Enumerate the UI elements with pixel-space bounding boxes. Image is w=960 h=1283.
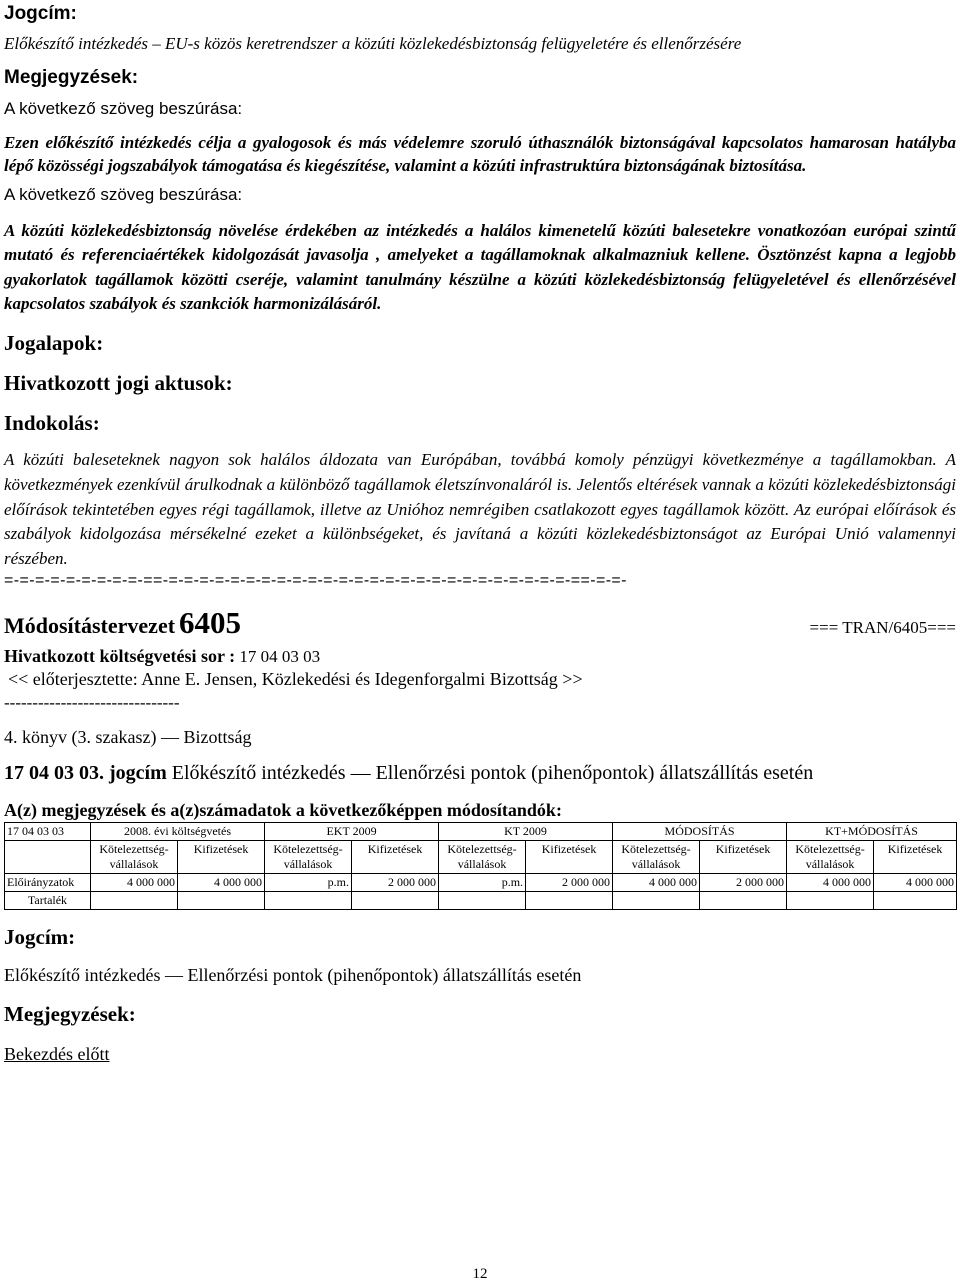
table-cell xyxy=(91,892,178,910)
document-page xyxy=(4,0,956,1066)
table-cell: 2 000 000 xyxy=(352,874,439,892)
budget-line xyxy=(4,645,956,668)
amendment-title: Módosítástervezet 6405 xyxy=(4,605,242,641)
table-subheader-row xyxy=(5,841,957,874)
justification-text: A közúti baleseteknek nagyon sok halálos áldozata van Európában, továbbá komoly pénzügyi következménye a tagállamokban. A következmények ezenkívül árulkodnak a különböző tagállamok életszínvonaláról is. Jelentős eltérések vannak a közúti közlekedésbiztonsági előírások tekintetében egyes régi tagállamok, illetve az Unióhoz nemrégiben csatlakozott egyes tagállamok között. Az európai előírások és szabályok kidolgozása mérsékelné ezeket a különbségeket, és javítaná a közúti közlekedésbiztonságot az Európai Unió valamennyi részében. xyxy=(4,450,956,568)
before-paragraph-label: Bekezdés előtt xyxy=(4,1044,110,1065)
page-number: 12 xyxy=(472,1266,488,1282)
insert-label: A következő szöveg beszúrása: xyxy=(4,98,243,118)
justification-heading: Indokolás: xyxy=(4,411,100,436)
table-group-header: 2008. évi költségvetés xyxy=(91,823,265,841)
table-subheader: Kötelezettség-vállalások xyxy=(787,841,874,874)
table-cell xyxy=(265,892,352,910)
item-text: Előkészítő intézkedés — Ellenőrzési pontok (pihenőpontok) állatszállítás esetén xyxy=(171,762,814,785)
table-cell: p.m. xyxy=(265,874,352,892)
table-group-header: KT+MÓDOSÍTÁS xyxy=(787,823,957,841)
table-cell: 4 000 000 xyxy=(613,874,700,892)
separator-line: =-=-=-=-=-=-=-=-=-==-=-=-=-=-=-=-=-=-=-=-=-=-=-=-=-=-=-=-=-=-=-=-=-=-=-=-==-=-=- xyxy=(4,572,627,590)
table-subheader: Kifizetések xyxy=(352,841,439,874)
jogcim-text-2: Előkészítő intézkedés — Ellenőrzési pontok (pihenőpontok) állatszállítás esetén xyxy=(4,965,582,986)
modify-heading: A(z) megjegyzések és a(z)számadatok a következőképpen módosítandók: xyxy=(4,800,562,821)
budget-table xyxy=(4,822,957,910)
budget-line-value: 17 04 03 03 xyxy=(239,647,321,667)
table-subheader: Kötelezettség-vállalások xyxy=(91,841,178,874)
insert-label: A következő szöveg beszúrása: xyxy=(4,184,243,204)
jogcim-heading: Jogcím: xyxy=(4,3,77,24)
notes-heading: Megjegyzések: xyxy=(4,66,139,88)
table-cell: 2 000 000 xyxy=(700,874,787,892)
table-cell: 4 000 000 xyxy=(787,874,874,892)
table-subheader: Kötelezettség-vállalások xyxy=(613,841,700,874)
table-subheader: Kötelezettség-vállalások xyxy=(265,841,352,874)
table-subheader: Kifizetések xyxy=(178,841,265,874)
item-code: 17 04 03 03. xyxy=(4,762,104,785)
table-subheader: Kifizetések xyxy=(526,841,613,874)
amendment-header xyxy=(4,605,956,641)
item-word: jogcím xyxy=(109,762,167,785)
table-cell: 4 000 000 xyxy=(874,874,957,892)
table-row-label: Tartalék xyxy=(5,892,91,910)
item-title xyxy=(4,759,956,787)
table-row xyxy=(5,874,957,892)
table-subheader: Kötelezettség-vállalások xyxy=(439,841,526,874)
table-cell xyxy=(526,892,613,910)
table-cell xyxy=(439,892,526,910)
amendment-reference: === TRAN/6405=== xyxy=(809,618,956,638)
table-row xyxy=(5,892,957,910)
jogcim-heading-2: Jogcím: xyxy=(4,925,76,950)
table-cell xyxy=(613,892,700,910)
table-cell: 17 04 03 03 xyxy=(5,823,91,841)
table-cell xyxy=(5,841,91,874)
table-subheader: Kifizetések xyxy=(874,841,957,874)
table-cell xyxy=(700,892,787,910)
table-subheader: Kifizetések xyxy=(700,841,787,874)
table-cell xyxy=(874,892,957,910)
table-group-header: MÓDOSÍTÁS xyxy=(613,823,787,841)
table-cell xyxy=(352,892,439,910)
table-header-row xyxy=(5,823,957,841)
table-cell: p.m. xyxy=(439,874,526,892)
inserted-text: Ezen előkészítő intézkedés célja a gyalogosok és más védelemre szoruló úthasználók biztonságával kapcsolatos hamarosan hatályba lépő közösségi jogszabályok támogatása és kiegészítése, valamint a közúti infrastruktúra biztonságának biztosítása. xyxy=(4,132,956,176)
referenced-acts-heading: Hivatkozott jogi aktusok: xyxy=(4,371,233,396)
table-cell: 2 000 000 xyxy=(526,874,613,892)
table-group-header: EKT 2009 xyxy=(265,823,439,841)
table-cell: 4 000 000 xyxy=(178,874,265,892)
notes-heading-2: Megjegyzések: xyxy=(4,1002,136,1027)
table-cell xyxy=(787,892,874,910)
table-row-label: Előirányzatok xyxy=(5,874,91,892)
dash-line: ------------------------------- xyxy=(4,693,180,713)
jogcim-text: Előkészítő intézkedés – EU-s közös keretrendszer a közúti közlekedésbiztonság felügyeletére és ellenőrzésére xyxy=(4,34,742,53)
inserted-text: A közúti közlekedésbiztonság növelése érdekében az intézkedés a halálos kimenetelű közúti balesetekre vonatkozóan európai szintű mutató és referenciaértékek kidolgozását javasolja , amelyeket a tagállamoknak alkalmazniuk kellene. Ösztönzést kapna a legjobb gyakorlatok tagállamok közötti cseréje, valamint tanulmány készülne a közúti közlekedésbiztonság felügyeletével és ellenőrzésével kapcsolatos szabályok és szankciók harmonizálásáról. xyxy=(4,220,956,313)
table-cell xyxy=(178,892,265,910)
amendment-number: 6405 xyxy=(179,605,242,641)
tabled-by: << előterjesztette: Anne E. Jensen, Közlekedési és Idegenforgalmi Bizottság >> xyxy=(8,669,583,690)
table-cell: 4 000 000 xyxy=(91,874,178,892)
budget-line-label: Hivatkozott költségvetési sor : xyxy=(4,646,236,667)
book-section: 4. könyv (3. szakasz) — Bizottság xyxy=(4,727,252,748)
table-group-header: KT 2009 xyxy=(439,823,613,841)
legal-basis-heading: Jogalapok: xyxy=(4,331,104,356)
